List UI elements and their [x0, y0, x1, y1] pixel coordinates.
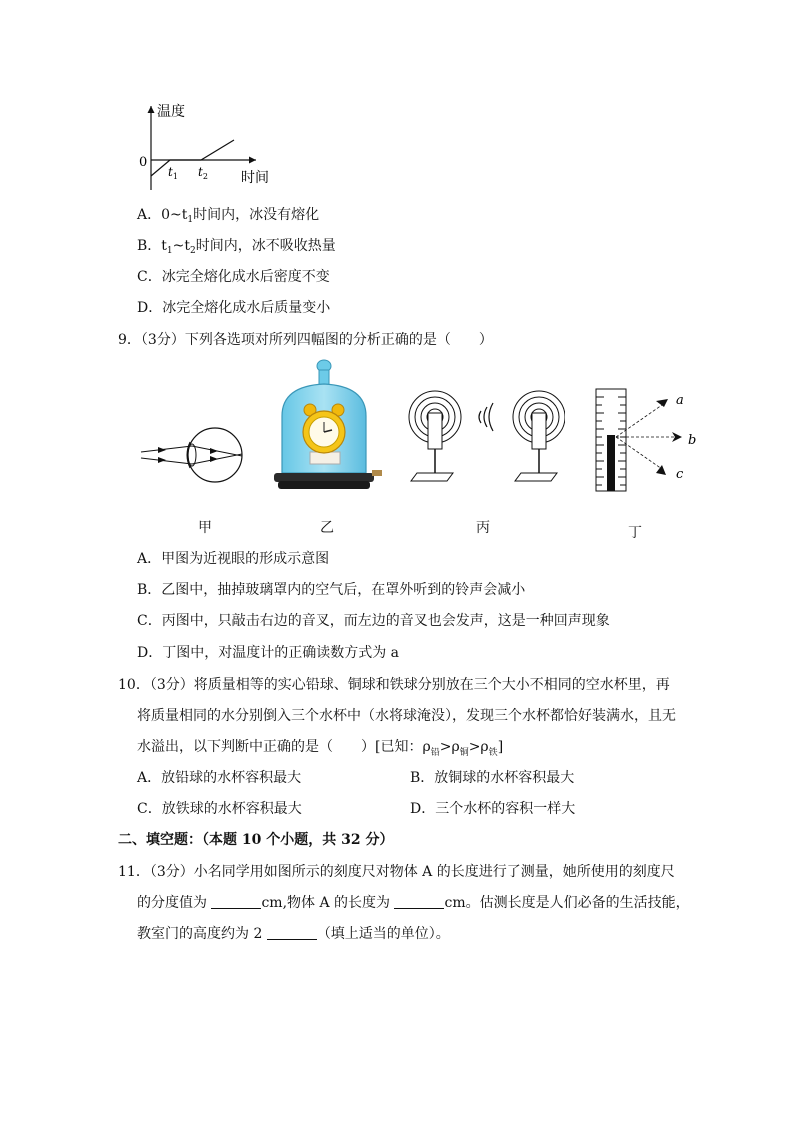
q8-option-a[interactable]: A．$0\sim t_1$时间内，冰没有熔化 — [137, 207, 320, 225]
light-ray — [141, 458, 192, 464]
q10-stem-line3: 水溢出，以下判断中正确的是（ ）[已知：$\rho_铅>\rho_铜>\rho_铁$] — [137, 739, 504, 758]
figure-label-jia: 甲 — [198, 520, 212, 536]
eye-icon — [656, 399, 668, 407]
tuning-forks-figure — [405, 385, 565, 493]
answer-blank-3[interactable] — [267, 925, 317, 940]
time-axis-label: 时间 — [241, 170, 269, 186]
eye-diagram-figure — [138, 420, 248, 490]
left-tuning-fork — [409, 391, 461, 481]
label-a: a — [676, 393, 684, 408]
q10-option-c[interactable]: C．放铁球的水杯容积最大 — [137, 801, 302, 817]
light-ray — [141, 446, 192, 452]
ray-arrow — [210, 448, 218, 454]
bell-jar-figure — [272, 358, 392, 498]
temperature-time-graph — [130, 100, 290, 195]
vacuum-base-plate — [274, 473, 374, 482]
origin-label: 0 — [139, 155, 148, 170]
ray-arrow — [158, 457, 166, 463]
q8-option-d[interactable]: D．冰完全熔化成水后质量变小 — [137, 300, 331, 316]
temperature-curve — [151, 140, 234, 176]
air-valve — [372, 470, 382, 476]
section-2-title: 二、填空题：（本题 10 个小题，共 32 分） — [118, 832, 394, 848]
q10-stem-line1: 10．（3分）将质量相等的实心铅球、铜球和铁球分别放在三个大小不相同的空水杯里，再 — [118, 677, 670, 693]
q10-stem-line2: 将质量相同的水分别倒入三个水杯中（水将球淹没），发现三个水杯都恰好装满水，且无 — [137, 708, 676, 724]
ray-arrow — [158, 447, 166, 453]
alarm-clock-stand — [310, 452, 340, 464]
q10-option-a[interactable]: A．放铅球的水杯容积最大 — [137, 770, 302, 786]
q9-stem: 9．（3分）下列各选项对所列四幅图的分析正确的是（ ） — [118, 332, 493, 348]
figure-label-yi: 乙 — [320, 520, 334, 536]
q11-stem-line2: 的分度值为 cm,物体 A 的长度为 cm。估测长度是人们必备的生活技能， — [137, 895, 690, 911]
q9-option-d[interactable]: D．丁图中，对温度计的正确读数方式为 a — [137, 645, 400, 661]
q10-option-d[interactable]: D．三个水杯的容积一样大 — [410, 801, 576, 817]
q11-stem-line1: 11．（3分）小名同学用如图所示的刻度尺对物体 A 的长度进行了测量，她所使用的刻度尺 — [118, 864, 675, 880]
q11-stem-line3: 教室门的高度约为 2 （填上适当的单位）。 — [137, 926, 450, 942]
thermometer-reading-figure — [590, 385, 700, 495]
figure-label-bing: 丙 — [476, 520, 490, 536]
label-b: b — [688, 433, 697, 448]
temperature-axis-label: 温度 — [157, 104, 185, 120]
q9-option-c[interactable]: C．丙图中，只敲击右边的音叉，而左边的音叉也会发声，这是一种回声现象 — [137, 613, 610, 629]
q9-option-a[interactable]: A．甲图为近视眼的形成示意图 — [137, 551, 330, 567]
right-tuning-fork — [513, 391, 565, 481]
thermometer-liquid — [607, 435, 615, 491]
vacuum-base — [278, 481, 370, 489]
t1-label: $t_1$ — [168, 165, 178, 181]
eye-lens-shape — [188, 444, 196, 466]
q9-option-b[interactable]: B．乙图中，抽掉玻璃罩内的空气后，在罩外听到的铃声会减小 — [137, 582, 526, 598]
q10-option-b[interactable]: B．放铜球的水杯容积最大 — [410, 770, 575, 786]
answer-blank-1[interactable] — [211, 894, 261, 909]
q8-option-b[interactable]: B．$t_1\sim t_2$时间内，冰不吸收热量 — [137, 238, 336, 256]
figure-label-ding: 丁 — [628, 525, 642, 541]
answer-blank-2[interactable] — [394, 894, 444, 909]
q8-option-c[interactable]: C．冰完全熔化成水后密度不变 — [137, 269, 330, 285]
label-c: c — [676, 467, 684, 482]
sound-wave-icon — [479, 403, 493, 431]
ray-arrow — [210, 456, 218, 462]
t2-label: $t_2$ — [198, 165, 208, 181]
eye-icon — [656, 465, 666, 475]
